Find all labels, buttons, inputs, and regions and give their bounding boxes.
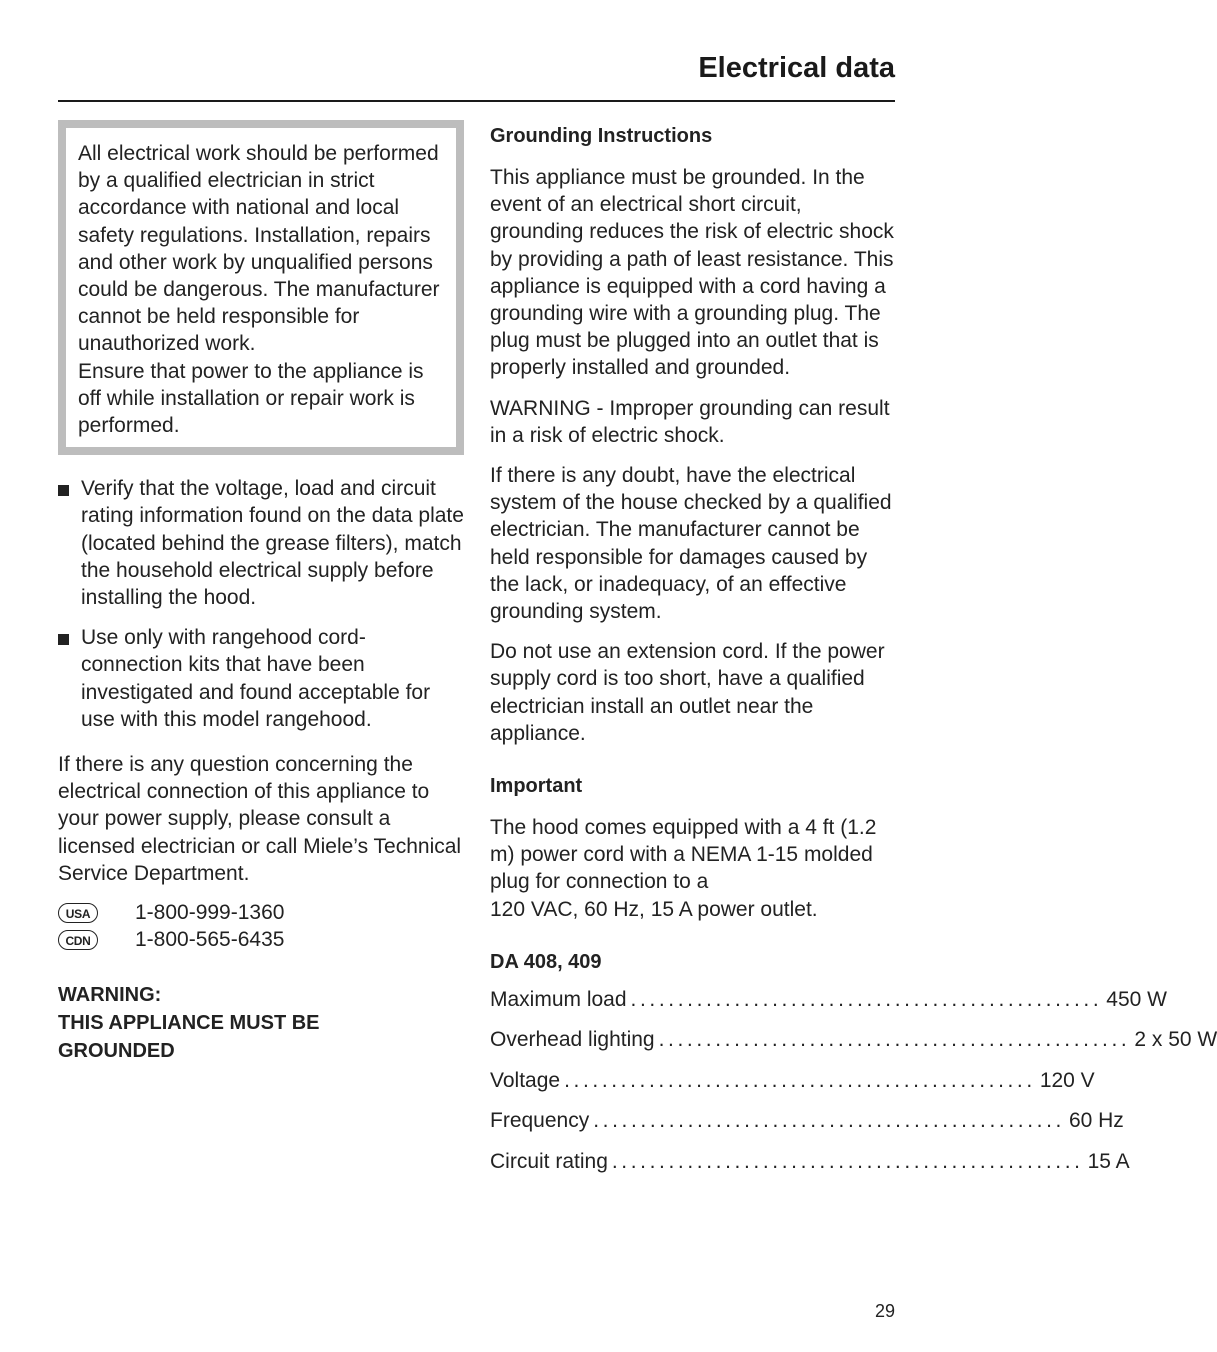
spec-label: Frequency <box>490 1109 590 1133</box>
square-bullet-icon <box>58 485 69 496</box>
phone-row-cdn <box>58 926 464 953</box>
grounding-paragraph: Do not use an extension cord. If the power supply cord is too short, have a qualified electrician install an outlet near the appliance. <box>490 640 885 745</box>
grounding-heading: Grounding Instructions <box>490 125 713 147</box>
dot-leader: .................................................. <box>611 1149 1084 1173</box>
spec-row <box>490 986 1167 1027</box>
grounding-paragraph: WARNING - Improper grounding can result in a risk of electric shock. <box>490 396 890 447</box>
phone-row-usa <box>58 899 464 926</box>
warning-line: THIS APPLIANCE MUST BE <box>58 1012 320 1035</box>
list-item <box>58 624 464 733</box>
usa-badge-icon: USA <box>58 903 98 923</box>
spec-value: 450 W <box>1106 987 1167 1011</box>
spec-row <box>490 1067 1095 1108</box>
square-bullet-icon <box>58 634 69 645</box>
notice-paragraph: Ensure that power to the appliance is off while installation or repair work is performed. <box>78 359 424 438</box>
warning-line: GROUNDED <box>58 1039 175 1062</box>
list-item <box>58 475 464 611</box>
spec-table <box>490 986 1217 1189</box>
important-paragraph-line: 120 VAC, 60 Hz, 15 A power outlet. <box>490 897 818 921</box>
grounding-warning <box>58 982 464 1065</box>
dot-leader: .................................................. <box>630 987 1103 1011</box>
spec-value: 120 V <box>1039 1068 1095 1092</box>
spec-row <box>490 1107 1124 1148</box>
spec-label: Voltage <box>490 1068 561 1092</box>
question-paragraph: If there is any question concerning the electrical connection of this appliance to your power supply, please consult a licensed electrician or call Miele’s Technical Service Department. <box>58 753 462 885</box>
spec-label: Overhead lighting <box>490 1028 655 1052</box>
right-column <box>490 123 1217 1188</box>
warning-line: WARNING: <box>58 984 162 1007</box>
spec-label: Circuit rating <box>490 1149 608 1173</box>
spec-value: 15 A <box>1087 1149 1130 1173</box>
dot-leader: .................................................. <box>564 1068 1036 1092</box>
phone-list <box>58 899 464 953</box>
header-rule <box>58 100 895 102</box>
grounding-paragraph: If there is any doubt, have the electrical system of the house checked by a qualified electrician. The manufacturer cannot be held responsible for damages caused by the lack, or inadequacy, of an effective grounding system. <box>490 464 892 624</box>
safety-notice-box <box>58 120 464 455</box>
phone-number: 1-800-999-1360 <box>135 901 285 925</box>
grounding-paragraph: This appliance must be grounded. In the event of an electrical short circuit, grounding reduces the risk of electric shock by providing a path of least resistance. This appliance is equipped with a cord having a grounding wire with a grounding plug. The plug must be plugged into an outlet that is properly installed and grounded. <box>490 166 894 380</box>
dot-leader: .................................................. <box>658 1028 1131 1052</box>
phone-number: 1-800-565-6435 <box>135 928 285 952</box>
dot-leader: .................................................. <box>593 1109 1065 1133</box>
notice-paragraph: All electrical work should be performed by a qualified electrician in strict accordance with national and local safety regulations. Installation, repairs and other work by unqualified persons could be dangerous. The manufacturer cannot be held responsible for unauthorized work. <box>78 142 440 356</box>
page-number: 29 <box>874 1301 895 1321</box>
page-title: Electrical data <box>698 52 895 84</box>
cdn-badge-icon: CDN <box>58 930 98 950</box>
spec-value: 60 Hz <box>1068 1109 1124 1133</box>
spec-value: 2 x 50 W <box>1134 1028 1217 1052</box>
models-heading: DA 408, 409 <box>490 950 602 973</box>
important-heading: Important <box>490 775 583 798</box>
spec-row <box>490 1026 1217 1067</box>
instruction-list <box>58 475 464 733</box>
list-item-text: Use only with rangehood cord-connection kits that have been investigated and found acceptable for use with this model rangehood. <box>81 626 431 731</box>
spec-label: Maximum load <box>490 987 627 1011</box>
list-item-text: Verify that the voltage, load and circuit rating information found on the data plate (located behind the grease filters), match the household electrical supply before installing the hood. <box>81 477 464 610</box>
left-column <box>58 120 464 1065</box>
important-paragraph: The hood comes equipped with a 4 ft (1.2 m) power cord with a NEMA 1-15 molded plug for connection to a <box>490 816 877 894</box>
spec-row <box>490 1148 1130 1189</box>
